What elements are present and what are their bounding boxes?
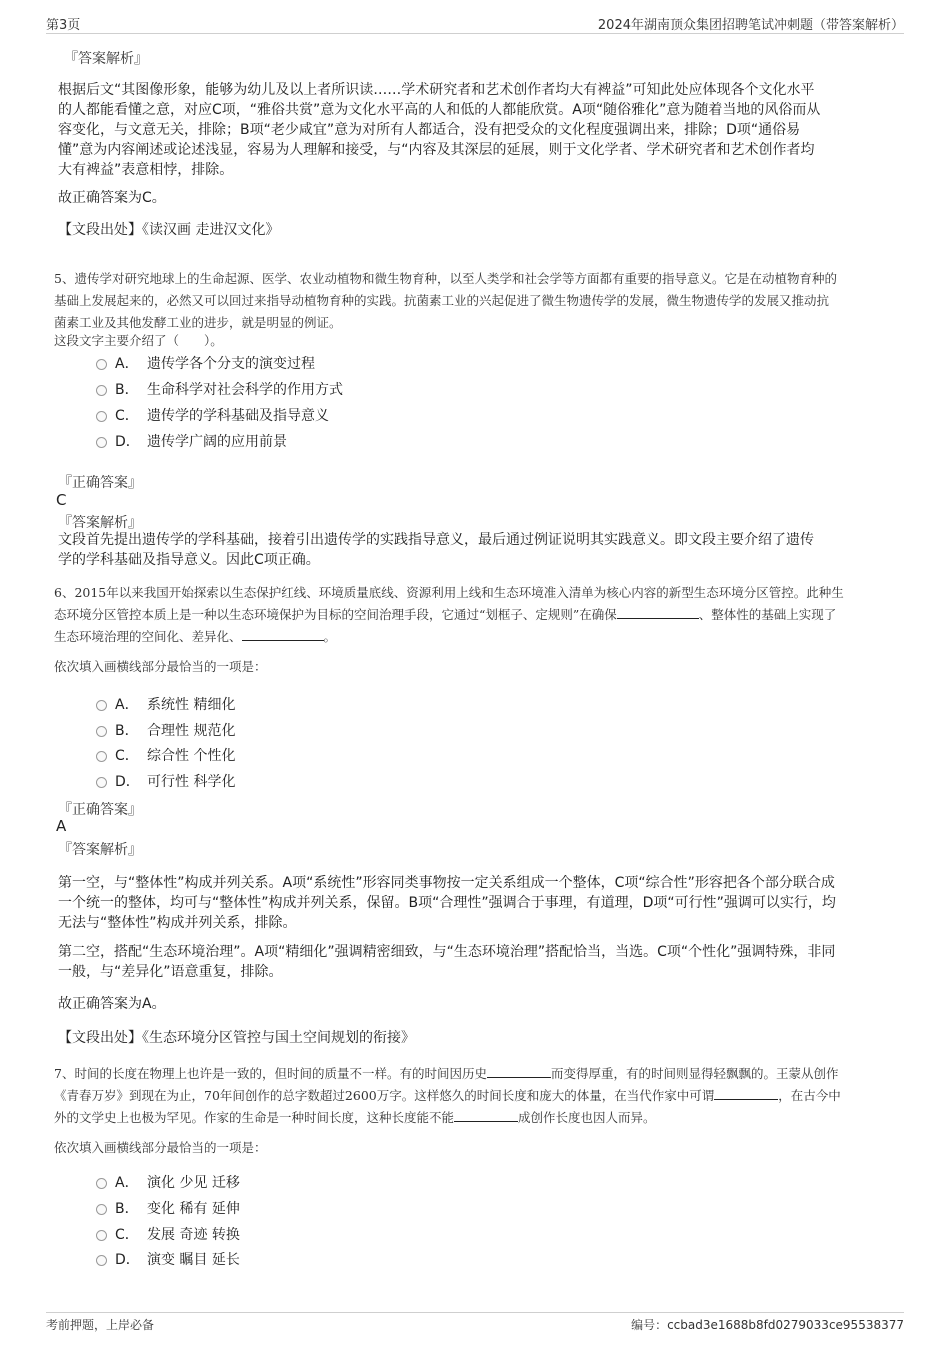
q6-stem bbox=[54, 582, 924, 648]
q6-conclusion: 故正确答案为A。 bbox=[58, 996, 166, 1012]
q7-stem-line: 7、时间的长度在物理上也许是一致的，但时间的质量不一样。有的时间因历史 而变得厚重，有的时间则显得轻飘飘的。王蒙从创作 bbox=[54, 1066, 839, 1081]
q7-hint: 依次填入画横线部分最恰当的一项是： bbox=[54, 1140, 267, 1155]
q5-stem-line: 菌素工业及其他发酵工业的进步，就是明显的例证。 bbox=[54, 315, 342, 330]
q7-option-c[interactable]: C． 发展 奇迹 转换 bbox=[96, 1224, 240, 1244]
q5-answer-label: 『正确答案』 bbox=[58, 475, 142, 491]
fill-blank bbox=[617, 605, 699, 619]
q5-answer: C bbox=[56, 491, 67, 509]
radio-icon[interactable] bbox=[96, 700, 107, 711]
q6-stem-line: 6、2015年以来我国开始探索以生态保护红线、环境质量底线、资源利用上线和生态环境准入清单为核心内容的新型生态环境分区管控。此种生 bbox=[54, 585, 844, 600]
q6-option-a[interactable]: A． 系统性 精细化 bbox=[96, 694, 235, 714]
radio-icon[interactable] bbox=[96, 1204, 107, 1215]
radio-icon[interactable] bbox=[96, 359, 107, 370]
q6-source: 【文段出处】《生态环境分区管控与国土空间规划的衔接》 bbox=[58, 1030, 415, 1046]
q6-option-b[interactable]: B． 合理性 规范化 bbox=[96, 720, 235, 740]
q6-analysis-line: 第一空，与“整体性”构成并列关系。A项“系统性”形容同类事物按一定关系组成一个整体，C项“综合性”形容把各个部分联合成 bbox=[58, 875, 835, 891]
q6-analysis-line: 第二空，搭配“生态环境治理”。A项“精细化”强调精密细致，与“生态环境治理”搭配恰当，当选。C项“个性化”强调特殊，非同 bbox=[58, 944, 836, 960]
q6-option-c[interactable]: C． 综合性 个性化 bbox=[96, 745, 235, 765]
q5-analysis-line: 学的学科基础及指导意义。因此C项正确。 bbox=[58, 552, 320, 568]
fill-blank bbox=[487, 1064, 551, 1078]
fill-blank bbox=[454, 1108, 518, 1122]
q5-analysis bbox=[58, 530, 918, 570]
footer-slogan: 考前押题，上岸必备 bbox=[46, 1318, 155, 1332]
q5-stem bbox=[54, 268, 924, 352]
q5-option-d[interactable]: D． 遗传学广阔的应用前景 bbox=[96, 431, 287, 451]
page-header bbox=[46, 10, 904, 34]
q5-option-c[interactable]: C． 遗传学的学科基础及指导意义 bbox=[96, 405, 329, 425]
q5-option-b[interactable]: B． 生命科学对社会科学的作用方式 bbox=[96, 379, 343, 399]
q4-analysis-line: 容变化，与文意无关，排除；B项“老少咸宜”意为对所有人都适合，没有把受众的文化程度强调出来，排除；D项“通俗易 bbox=[58, 122, 801, 138]
radio-icon[interactable] bbox=[96, 1255, 107, 1266]
q5-analysis-label: 『答案解析』 bbox=[58, 515, 142, 531]
q7-option-a[interactable]: A． 演化 少见 迁移 bbox=[96, 1172, 240, 1192]
q7-stem-line: 外的文学史上也极为罕见。作家的生命是一种时间长度，这种长度能不能 成创作长度也因人而异。 bbox=[54, 1110, 656, 1125]
radio-icon[interactable] bbox=[96, 726, 107, 737]
q5-stem-line: 这段文字主要介绍了（ ）。 bbox=[54, 333, 223, 348]
q6-analysis-paragraph-1 bbox=[58, 873, 918, 933]
q6-answer-label: 『正确答案』 bbox=[58, 802, 142, 818]
fill-blank bbox=[714, 1086, 778, 1100]
fill-blank bbox=[242, 627, 324, 641]
q7-stem bbox=[54, 1063, 924, 1129]
q7-stem-line: 《青春万岁》到现在为止，70年间创作的总字数超过2600万字。这样悠久的时间长度和庞大的体量，在当代作家中可谓 ，在古今中 bbox=[54, 1088, 841, 1103]
radio-icon[interactable] bbox=[96, 1230, 107, 1241]
footer-serial: 编号：ccbad3e1688b8fd0279033ce95538377 bbox=[631, 1318, 904, 1332]
q4-conclusion: 故正确答案为C。 bbox=[58, 190, 166, 206]
q5-stem-line: 基础上发展起来的，必然又可以回过来指导动植物育种的实践。抗菌素工业的兴起促进了微生物遗传学的发展，微生物遗传学的发展又推动抗 bbox=[54, 293, 830, 308]
q4-analysis-line: 根据后文“其图像形象，能够为幼儿及以上者所识读……学术研究者和艺术创作者均大有裨益”可知此处应体现各个文化水平 bbox=[58, 82, 815, 98]
q5-stem-line: 5、遗传学对研究地球上的生命起源、医学、农业动植物和微生物育种，以至人类学和社会学等方面都有重要的指导意义。它是在动植物育种的 bbox=[54, 271, 837, 286]
q6-hint: 依次填入画横线部分最恰当的一项是： bbox=[54, 659, 267, 674]
radio-icon[interactable] bbox=[96, 385, 107, 396]
radio-icon[interactable] bbox=[96, 751, 107, 762]
radio-icon[interactable] bbox=[96, 411, 107, 422]
q4-analysis-line: 懂”意为内容阐述或论述浅显，容易为人理解和接受，与“内容及其深层的延展，则于文化学者、学术研究者和艺术创作者均 bbox=[58, 142, 815, 158]
q6-analysis-label: 『答案解析』 bbox=[58, 842, 142, 858]
q6-option-d[interactable]: D． 可行性 科学化 bbox=[96, 771, 235, 791]
radio-icon[interactable] bbox=[96, 1178, 107, 1189]
q6-analysis-line: 一个统一的整体，均可与“整体性”构成并列关系，保留。B项“合理性”强调合于事理，有道理，D项“可行性”强调可以实行，均 bbox=[58, 895, 836, 911]
q4-analysis-label: 『答案解析』 bbox=[64, 51, 148, 67]
q4-analysis-line: 大有裨益”表意相悖，排除。 bbox=[58, 162, 234, 178]
page-footer bbox=[46, 1312, 904, 1336]
q5-analysis-line: 文段首先提出遗传学的学科基础，接着引出遗传学的实践指导意义，最后通过例证说明其实践意义。即文段主要介绍了遗传 bbox=[58, 532, 814, 548]
q6-stem-line: 态环境分区管控本质上是一种以生态环境保护为目标的空间治理手段，它通过“划框子、定规则”在确保 、整体性的基础上实现了 bbox=[54, 607, 837, 622]
document-title: 2024年湖南顶众集团招聘笔试冲刺题（带答案解析） bbox=[597, 18, 904, 33]
q6-stem-line: 生态环境治理的空间化、差异化、 。 bbox=[54, 629, 337, 644]
q4-source: 【文段出处】《读汉画 走进汉文化》 bbox=[58, 222, 280, 238]
q6-analysis-line: 无法与“整体性”构成并列关系，排除。 bbox=[58, 915, 297, 931]
radio-icon[interactable] bbox=[96, 437, 107, 448]
page-number: 第3页 bbox=[46, 18, 81, 33]
q4-analysis-paragraph bbox=[58, 80, 918, 180]
radio-icon[interactable] bbox=[96, 777, 107, 788]
q4-analysis-line: 的人都能看懂之意，对应C项，“雅俗共赏”意为文化水平高的人和低的人都能欣赏。A项“随俗雅化”意为随着当地的风俗而从 bbox=[58, 102, 821, 118]
q5-option-a[interactable]: A． 遗传学各个分支的演变过程 bbox=[96, 353, 315, 373]
q6-answer: A bbox=[56, 817, 67, 835]
q6-analysis-line: 一般，与“差异化”语意重复，排除。 bbox=[58, 964, 283, 980]
q6-analysis-paragraph-2 bbox=[58, 942, 918, 982]
q7-option-b[interactable]: B． 变化 稀有 延伸 bbox=[96, 1198, 240, 1218]
q7-option-d[interactable]: D． 演变 瞩目 延长 bbox=[96, 1249, 240, 1269]
